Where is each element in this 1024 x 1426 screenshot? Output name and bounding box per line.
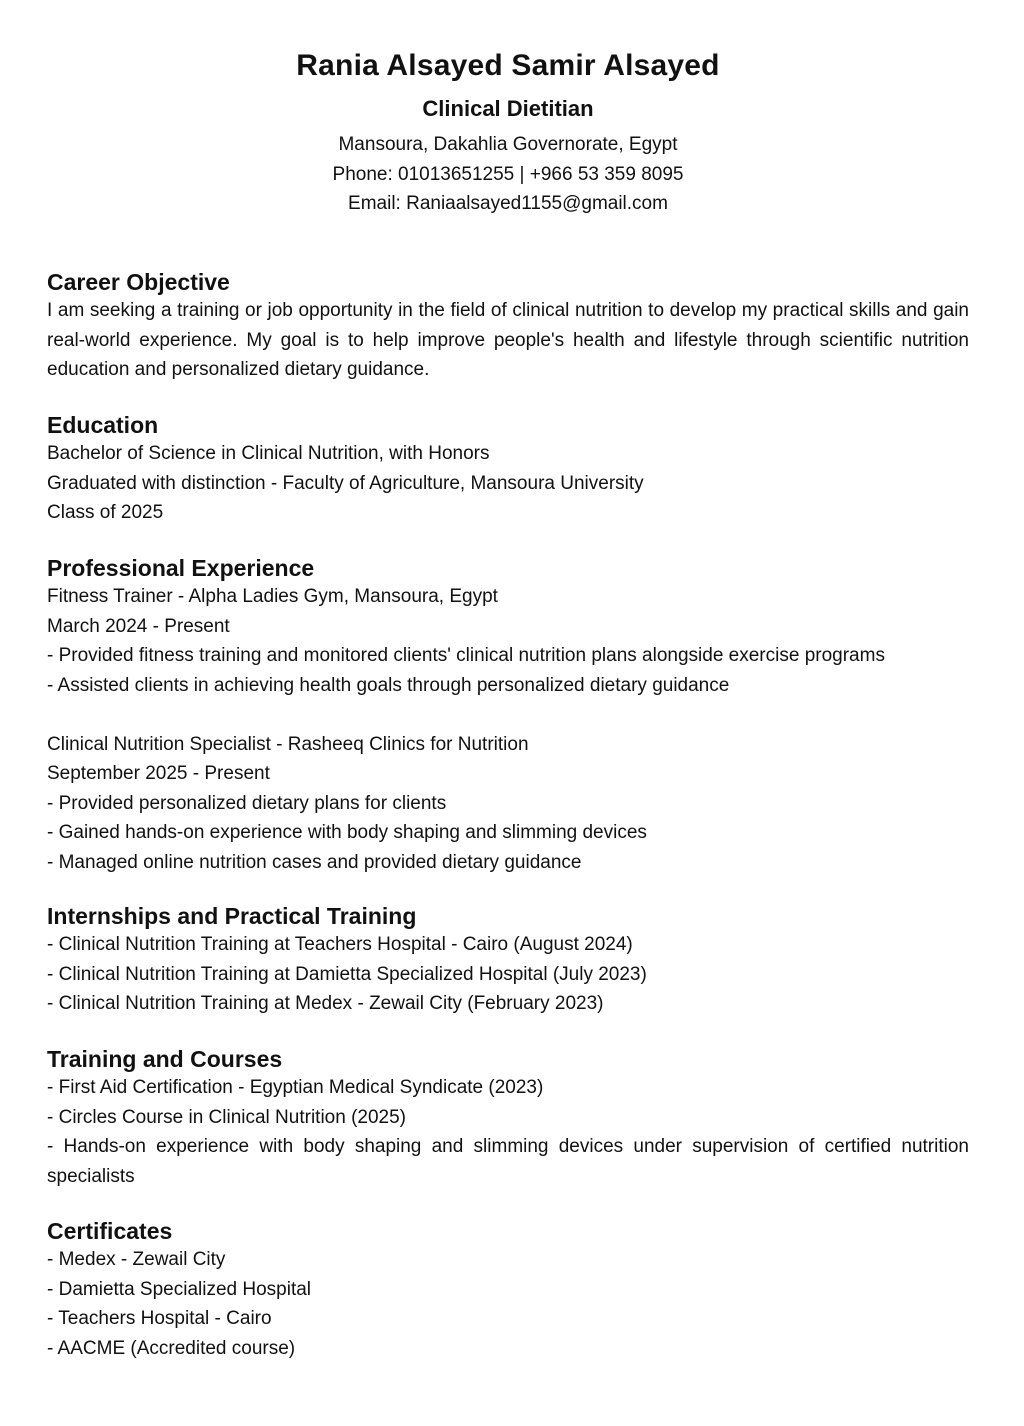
section-heading: Certificates (47, 1218, 173, 1244)
section-heading: Internships and Practical Training (47, 903, 417, 929)
spacer (47, 700, 969, 730)
section-heading: Professional Experience (47, 555, 315, 581)
job-bullet: - Provided fitness training and monitored clients' clinical nutrition plans alongside exercise programs (47, 645, 885, 666)
job-title: Clinical Dietitian (422, 96, 594, 121)
job-entry (47, 582, 969, 700)
education-line: Bachelor of Science in Clinical Nutrition, with Honors (47, 443, 490, 464)
email: Email: Raniaalsayed1155@gmail.com (348, 193, 668, 214)
job-dates: September 2025 - Present (47, 763, 270, 784)
job-role: Fitness Trainer - Alpha Ladies Gym, Mansoura, Egypt (47, 586, 498, 607)
job-role: Clinical Nutrition Specialist - Rasheeq Clinics for Nutrition (47, 733, 529, 755)
career-objective-section (47, 268, 969, 385)
internships-section (47, 902, 969, 1019)
education-line: Graduated with distinction - Faculty of Agriculture, Mansoura University (47, 472, 644, 494)
internship-item: - Clinical Nutrition Training at Teachers Hospital - Cairo (August 2024) (47, 934, 633, 955)
job-bullet: - Assisted clients in achieving health goals through personalized dietary guidance (47, 674, 730, 696)
certificate-item: - Damietta Specialized Hospital (47, 1278, 312, 1300)
experience-section (47, 554, 969, 877)
candidate-name: Rania Alsayed Samir Alsayed (296, 49, 720, 82)
job-entry (47, 730, 969, 878)
phone: Phone: 01013651255 | +966 53 359 8095 (332, 163, 684, 185)
training-item: - First Aid Certification - Egyptian Medical Syndicate (2023) (47, 1077, 544, 1098)
internship-item: - Clinical Nutrition Training at Damietta Specialized Hospital (July 2023) (47, 963, 647, 985)
job-bullet: - Gained hands-on experience with body shaping and slimming devices (47, 822, 647, 843)
education-section (47, 411, 969, 528)
contact-block (0, 130, 1016, 219)
section-heading: Training and Courses (47, 1046, 283, 1072)
certificate-item: - AACME (Accredited course) (47, 1337, 296, 1359)
location: Mansoura, Dakahlia Governorate, Egypt (338, 134, 678, 155)
training-item: - Circles Course in Clinical Nutrition (2025) (47, 1106, 407, 1128)
certificate-item: - Medex - Zewail City (47, 1249, 226, 1270)
career-objective-text: I am seeking a training or job opportunity in the field of clinical nutrition to develop my practical skills and gain real-world experience. My goal is to help improve people's health and lifestyle through scientific nutrition education and personalized dietary guidance. (47, 300, 969, 380)
resume-header (0, 47, 1016, 219)
section-heading: Career Objective (47, 269, 230, 295)
internship-item: - Clinical Nutrition Training at Medex - Zewail City (February 2023) (47, 993, 604, 1014)
section-heading: Education (47, 412, 159, 438)
education-line: Class of 2025 (47, 502, 164, 523)
job-bullet: - Provided personalized dietary plans for clients (47, 792, 447, 814)
job-bullet: - Managed online nutrition cases and provided dietary guidance (47, 851, 582, 873)
training-item: - Hands-on experience with body shaping and slimming devices under supervision of certified nutrition specialists (47, 1136, 969, 1187)
training-section (47, 1045, 969, 1191)
certificate-item: - Teachers Hospital - Cairo (47, 1308, 272, 1329)
job-dates: March 2024 - Present (47, 615, 230, 637)
certificates-section (47, 1217, 969, 1363)
